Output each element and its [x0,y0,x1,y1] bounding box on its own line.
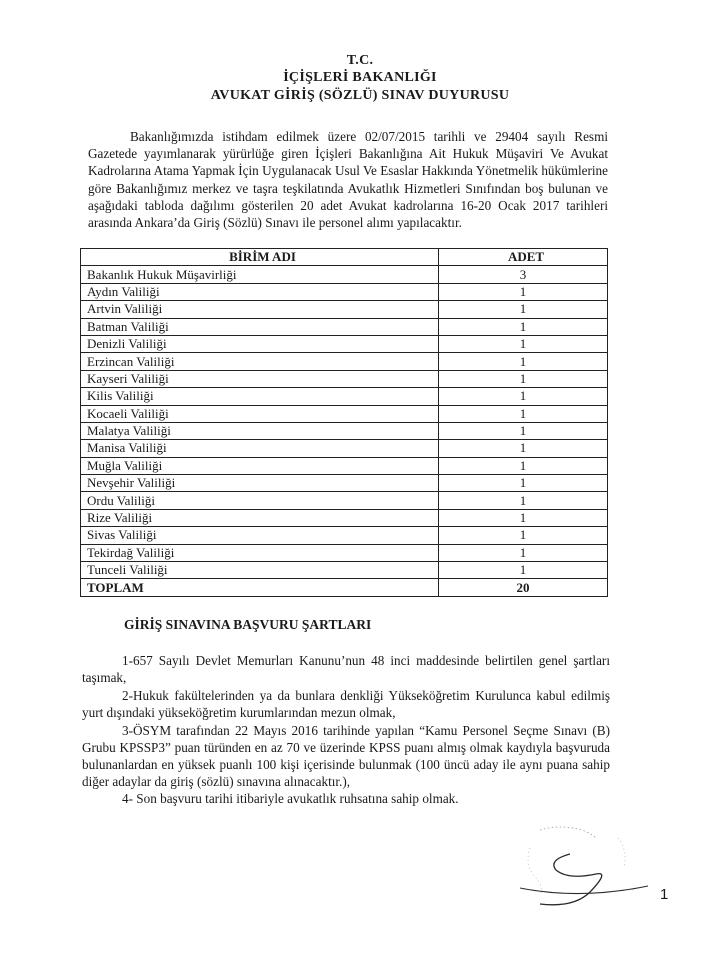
count-cell: 1 [439,562,608,579]
table-row [81,301,608,318]
table-row [81,422,608,439]
count-cell: 1 [439,422,608,439]
column-header-count: ADET [439,249,608,266]
table-row [81,335,608,352]
count-cell: 1 [439,457,608,474]
count-cell: 1 [439,475,608,492]
unit-cell: Malatya Valiliği [81,422,439,439]
total-count: 20 [439,579,608,596]
count-cell: 1 [439,405,608,422]
signature-scribble [500,818,650,908]
table-row [81,492,608,509]
table-row [81,318,608,335]
count-cell: 1 [439,283,608,300]
requirement-item: 4- Son başvuru tarihi itibariyle avukatlık ruhsatına sahip olmak. [122,791,459,806]
table-row [81,266,608,283]
count-cell: 1 [439,509,608,526]
count-cell: 1 [439,544,608,561]
requirement-item: 2-Hukuk fakültelerinden ya da bunlara denkliği Yükseköğretim Kurulunca kabul edilmiş yurt dışındaki yükseköğretim kurumlarından mezun olmak, [82,688,610,720]
unit-cell: Sivas Valiliği [81,527,439,544]
table-row [81,370,608,387]
page-number: 1 [660,886,669,903]
unit-cell: Bakanlık Hukuk Müşavirliği [81,266,439,283]
unit-cell: Kayseri Valiliği [81,370,439,387]
units-table [80,248,608,597]
unit-cell: Muğla Valiliği [81,457,439,474]
unit-cell: Tekirdağ Valiliği [81,544,439,561]
count-cell: 1 [439,527,608,544]
count-cell: 1 [439,440,608,457]
unit-cell: Ordu Valiliği [81,492,439,509]
unit-cell: Batman Valiliği [81,318,439,335]
count-cell: 1 [439,318,608,335]
count-cell: 1 [439,370,608,387]
total-label: TOPLAM [81,579,439,596]
table-row [81,509,608,526]
requirement-item: 3-ÖSYM tarafından 22 Mayıs 2016 tarihinde yapılan “Kamu Personel Seçme Sınavı (B) Grubu KPSSP3” puan türünden en az 70 ve üzerinde KPSS puanı almış olmak kaydıyla başvuruda bulunanlardan en yüksek puanlı 100 kişi içerisinde bulunmak (100 üncü aday ile aynı puana sahip diğer adaylar da giriş (sözlü) sınavına alınacaktır.), [82,723,610,789]
unit-cell: Artvin Valiliği [81,301,439,318]
unit-cell: Kilis Valiliği [81,388,439,405]
unit-cell: Nevşehir Valiliği [81,475,439,492]
requirements-title: GİRİŞ SINAVINA BAŞVURU ŞARTLARI [124,617,372,632]
unit-cell: Denizli Valiliği [81,335,439,352]
unit-cell: Manisa Valiliği [81,440,439,457]
header-ministry: İÇİŞLERİ BAKANLIĞI [283,70,437,85]
intro-paragraph: Bakanlığımızda istihdam edilmek üzere 02/07/2015 tarihli ve 29404 sayılı Resmi Gazetede yayımlanarak yürürlüğe giren İçişleri Bakanlığına Ait Hukuk Müşaviri Ve Avukat Kadrolarına Atama Yapmak İçin Uygulanacak Usul Ve Esaslar Hakkında Yönetmelik hükümlerine göre Bakanlığımız merkez ve taşra teşkilatında Avukatlık Hizmetleri Sınıfından boş bulunan ve aşağıdaki tabloda dağılımı gösterilen 20 adet Avukat kadrolarına 16-20 Ocak 2017 tarihleri arasında Ankara’da Giriş (Sözlü) Sınavı ile personel alımı yapılacaktır. [88,129,608,231]
unit-cell: Kocaeli Valiliği [81,405,439,422]
table-row [81,353,608,370]
table-row [81,527,608,544]
table-total-row [81,579,608,596]
table-row [81,544,608,561]
table-row [81,562,608,579]
table-header-row [81,249,608,266]
table-row [81,388,608,405]
count-cell: 1 [439,353,608,370]
count-cell: 1 [439,388,608,405]
header-line-tc: T.C. [346,53,374,68]
table-row [81,457,608,474]
count-cell: 3 [439,266,608,283]
unit-cell: Erzincan Valiliği [81,353,439,370]
count-cell: 1 [439,335,608,352]
requirement-item: 1-657 Sayılı Devlet Memurları Kanunu’nun 48 inci maddesinde belirtilen genel şartları taşımak, [82,653,610,685]
table-row [81,405,608,422]
column-header-unit: BİRİM ADI [81,249,439,266]
unit-cell: Rize Valiliği [81,509,439,526]
table-row [81,440,608,457]
table-row [81,475,608,492]
table-row [81,283,608,300]
count-cell: 1 [439,301,608,318]
header-announcement-title: AVUKAT GİRİŞ (SÖZLÜ) SINAV DUYURUSU [210,88,510,103]
unit-cell: Tunceli Valiliği [81,562,439,579]
count-cell: 1 [439,492,608,509]
unit-cell: Aydın Valiliği [81,283,439,300]
